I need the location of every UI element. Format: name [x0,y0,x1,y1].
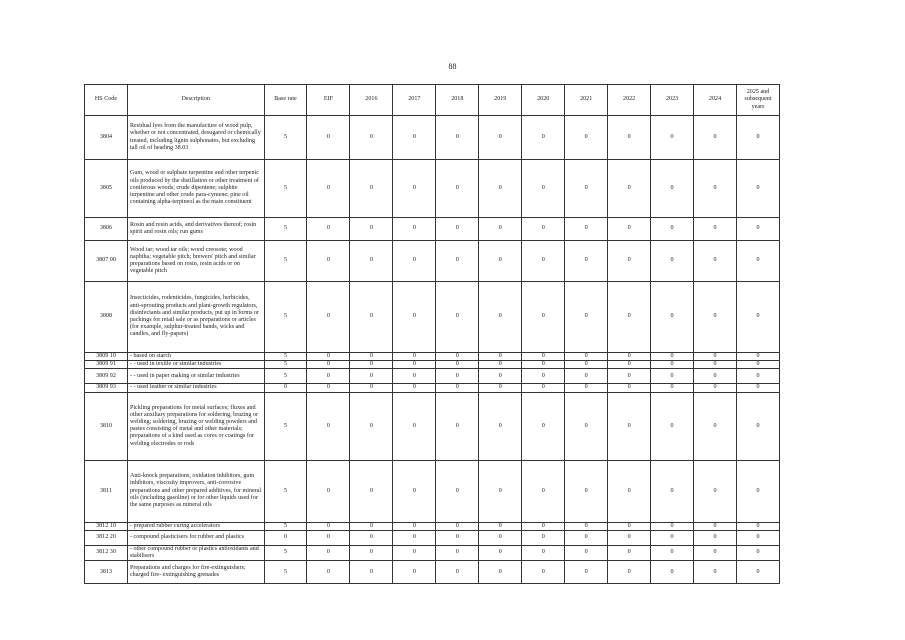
cell-hs-code: 3811 [85,460,128,522]
cell-2016: 0 [350,369,393,384]
cell-2021: 0 [565,460,608,522]
col-header-eif: EIF [307,85,350,116]
cell-2025-and-subsequent: 0 [737,522,780,530]
cell-2020: 0 [522,353,565,361]
cell-2021: 0 [565,530,608,545]
cell-eif: 0 [307,282,350,353]
cell-2023: 0 [651,561,694,584]
cell-2020: 0 [522,116,565,160]
cell-2021: 0 [565,561,608,584]
cell-2023: 0 [651,353,694,361]
cell-2022: 0 [608,392,651,460]
cell-description: Anti-knock preparations, oxidation inhibitors, gum inhibitors, viscosity improvers, anti-corrosive preparations and other prepared additives, for mineral oils (including gasoline) or for other liquids used for the same purposes as mineral oils [127,460,264,522]
cell-base-rate: 5 [264,353,307,361]
col-header-2022: 2022 [608,85,651,116]
cell-2019: 0 [479,282,522,353]
cell-2018: 0 [436,522,479,530]
col-header-description: Description [127,85,264,116]
cell-hs-code: 3812 20 [85,530,128,545]
cell-2025-and-subsequent: 0 [737,361,780,369]
cell-2025-and-subsequent: 0 [737,116,780,160]
cell-2022: 0 [608,241,651,282]
col-header-2018: 2018 [436,85,479,116]
cell-description: - - used leather or similar industries [127,384,264,392]
cell-hs-code: 3807 00 [85,241,128,282]
cell-2022: 0 [608,282,651,353]
cell-2020: 0 [522,361,565,369]
cell-2023: 0 [651,384,694,392]
table-row [85,369,780,384]
cell-2017: 0 [393,369,436,384]
cell-2025-and-subsequent: 0 [737,530,780,545]
cell-2022: 0 [608,361,651,369]
cell-2018: 0 [436,530,479,545]
cell-2018: 0 [436,361,479,369]
cell-2022: 0 [608,561,651,584]
cell-base-rate: 5 [264,116,307,160]
cell-2024: 0 [694,116,737,160]
cell-base-rate: 5 [264,460,307,522]
cell-eif: 0 [307,561,350,584]
cell-base-rate: 5 [264,241,307,282]
cell-2024: 0 [694,218,737,241]
cell-2023: 0 [651,116,694,160]
cell-2019: 0 [479,369,522,384]
cell-2018: 0 [436,392,479,460]
table-row [85,545,780,560]
cell-eif: 0 [307,353,350,361]
col-header-base-rate: Base rate [264,85,307,116]
cell-hs-code: 3804 [85,116,128,160]
cell-base-rate: 0 [264,384,307,392]
cell-2022: 0 [608,384,651,392]
cell-base-rate: 5 [264,392,307,460]
cell-2022: 0 [608,160,651,218]
cell-description: Rosin and resin acids, and derivatives thereof; rosin spirit and rosin oils; run gums [127,218,264,241]
cell-base-rate: 5 [264,282,307,353]
cell-2023: 0 [651,530,694,545]
cell-base-rate: 5 [264,160,307,218]
cell-eif: 0 [307,116,350,160]
cell-hs-code: 3810 [85,392,128,460]
col-header-2016: 2016 [350,85,393,116]
cell-2016: 0 [350,218,393,241]
cell-2019: 0 [479,545,522,560]
cell-2024: 0 [694,160,737,218]
cell-2016: 0 [350,160,393,218]
cell-2024: 0 [694,369,737,384]
cell-2023: 0 [651,218,694,241]
cell-2019: 0 [479,392,522,460]
cell-2016: 0 [350,361,393,369]
cell-2018: 0 [436,241,479,282]
cell-2023: 0 [651,545,694,560]
cell-2016: 0 [350,561,393,584]
cell-2020: 0 [522,282,565,353]
table-row [85,218,780,241]
cell-2020: 0 [522,369,565,384]
cell-2023: 0 [651,361,694,369]
table-row [85,392,780,460]
tariff-schedule-table [84,84,780,584]
col-header-2017: 2017 [393,85,436,116]
cell-2023: 0 [651,460,694,522]
cell-base-rate: 5 [264,218,307,241]
cell-2021: 0 [565,545,608,560]
table-row [85,530,780,545]
cell-2016: 0 [350,384,393,392]
cell-2020: 0 [522,460,565,522]
cell-base-rate: 5 [264,545,307,560]
table-row [85,353,780,361]
cell-2023: 0 [651,241,694,282]
cell-2020: 0 [522,218,565,241]
cell-eif: 0 [307,160,350,218]
cell-description: - prepared rubber curing accelerators [127,522,264,530]
cell-2018: 0 [436,160,479,218]
cell-2021: 0 [565,522,608,530]
cell-2019: 0 [479,241,522,282]
cell-hs-code: 3809 93 [85,384,128,392]
cell-2017: 0 [393,460,436,522]
cell-description: Wood tar; wood tar oils; wood creosote; wood naphtha; vegetable pitch; brewers' pitch and similar preparations based on rosin, resin acids or on vegetable pitch [127,241,264,282]
cell-2023: 0 [651,369,694,384]
cell-2018: 0 [436,218,479,241]
cell-2024: 0 [694,241,737,282]
cell-2021: 0 [565,384,608,392]
cell-2022: 0 [608,460,651,522]
cell-base-rate: 5 [264,522,307,530]
cell-2021: 0 [565,353,608,361]
cell-2016: 0 [350,241,393,282]
cell-2019: 0 [479,116,522,160]
cell-description: Preparations and charges for fire-extinguishers; charged fire- extinguishing grenades [127,561,264,584]
cell-2024: 0 [694,545,737,560]
col-header-2021: 2021 [565,85,608,116]
cell-2021: 0 [565,361,608,369]
cell-eif: 0 [307,392,350,460]
cell-2024: 0 [694,522,737,530]
table-row [85,282,780,353]
cell-hs-code: 3809 10 [85,353,128,361]
cell-2025-and-subsequent: 0 [737,353,780,361]
cell-2021: 0 [565,160,608,218]
cell-2020: 0 [522,561,565,584]
cell-2017: 0 [393,282,436,353]
cell-2025-and-subsequent: 0 [737,460,780,522]
cell-hs-code: 3809 92 [85,369,128,384]
cell-hs-code: 3812 30 [85,545,128,560]
table-body [85,116,780,584]
cell-2024: 0 [694,530,737,545]
col-header-2020: 2020 [522,85,565,116]
cell-2019: 0 [479,160,522,218]
table-row [85,384,780,392]
cell-2017: 0 [393,522,436,530]
cell-2025-and-subsequent: 0 [737,160,780,218]
cell-description: - based on starch [127,353,264,361]
cell-2017: 0 [393,384,436,392]
cell-2019: 0 [479,561,522,584]
cell-2018: 0 [436,545,479,560]
cell-2022: 0 [608,530,651,545]
table-row [85,241,780,282]
cell-2019: 0 [479,353,522,361]
cell-hs-code: 3808 [85,282,128,353]
cell-2016: 0 [350,530,393,545]
cell-2016: 0 [350,392,393,460]
table-row [85,460,780,522]
cell-description: Residual lyes from the manufacture of wood pulp, whether or not concentrated, desugared or chemically treated, including lignin sulphonates, but excluding tall oil of heading 38.03 [127,116,264,160]
cell-2016: 0 [350,116,393,160]
col-header-2024: 2024 [694,85,737,116]
cell-2019: 0 [479,361,522,369]
cell-2018: 0 [436,116,479,160]
cell-description: Pickling preparations for metal surfaces; fluxes and other auxiliary preparations for soldering, brazing or welding; soldering, brazing or welding powders and pastes consisting of metal and other materials; preparations of a kind used as cores or coatings for welding electrodes or rods [127,392,264,460]
cell-eif: 0 [307,530,350,545]
cell-2017: 0 [393,530,436,545]
cell-2025-and-subsequent: 0 [737,218,780,241]
cell-2019: 0 [479,218,522,241]
cell-2020: 0 [522,241,565,282]
cell-2016: 0 [350,460,393,522]
cell-eif: 0 [307,241,350,282]
cell-eif: 0 [307,384,350,392]
table-row [85,116,780,160]
cell-2016: 0 [350,522,393,530]
cell-2018: 0 [436,353,479,361]
cell-2025-and-subsequent: 0 [737,369,780,384]
cell-base-rate: 0 [264,530,307,545]
cell-description: Gum, wood or sulphate turpentine and other terpenic oils produced by the distillation or other treatment of coniferous woods; crude dipentene; sulphite turpentine and other crude para-cymene; pine oil containing alpha-terpineol as the main constituent [127,160,264,218]
cell-2017: 0 [393,545,436,560]
header-row [85,85,780,116]
cell-2017: 0 [393,561,436,584]
cell-hs-code: 3812 10 [85,522,128,530]
cell-2021: 0 [565,392,608,460]
cell-2022: 0 [608,369,651,384]
cell-2023: 0 [651,160,694,218]
cell-2025-and-subsequent: 0 [737,241,780,282]
cell-2020: 0 [522,392,565,460]
cell-2022: 0 [608,545,651,560]
cell-2017: 0 [393,361,436,369]
col-header-2025-and-subsequent: 2025 and subsequent years [737,85,780,116]
cell-2024: 0 [694,561,737,584]
cell-2025-and-subsequent: 0 [737,384,780,392]
cell-2025-and-subsequent: 0 [737,545,780,560]
cell-base-rate: 5 [264,369,307,384]
cell-description: Insecticides, rodenticides, fungicides, herbicides, anti-sprouting products and plant-growth regulators, disinfectants and similar products, put up in forms or packings for retail sale or as preparations or articles (for example, sulphur-treated bands, wicks and candles, and fly-papers) [127,282,264,353]
cell-2023: 0 [651,282,694,353]
col-header-2023: 2023 [651,85,694,116]
cell-eif: 0 [307,522,350,530]
cell-2019: 0 [479,460,522,522]
cell-eif: 0 [307,369,350,384]
cell-eif: 0 [307,460,350,522]
cell-2017: 0 [393,218,436,241]
cell-2019: 0 [479,522,522,530]
cell-2017: 0 [393,392,436,460]
cell-2020: 0 [522,384,565,392]
cell-2021: 0 [565,116,608,160]
cell-2022: 0 [608,353,651,361]
cell-description: - - used in textile or similar industries [127,361,264,369]
cell-2020: 0 [522,530,565,545]
cell-2021: 0 [565,282,608,353]
cell-hs-code: 3813 [85,561,128,584]
cell-2020: 0 [522,522,565,530]
col-header-hs-code: HS Code [85,85,128,116]
cell-description: - compound plasticisers for rubber and plastics [127,530,264,545]
page-number: 88 [448,62,457,71]
table-row [85,561,780,584]
cell-2021: 0 [565,241,608,282]
cell-2016: 0 [350,353,393,361]
cell-2024: 0 [694,392,737,460]
cell-description: - other compound rubber or plastics antioxidants and stabilisers [127,545,264,560]
cell-2019: 0 [479,384,522,392]
cell-2024: 0 [694,353,737,361]
cell-hs-code: 3805 [85,160,128,218]
cell-hs-code: 3806 [85,218,128,241]
cell-2021: 0 [565,218,608,241]
cell-2019: 0 [479,530,522,545]
table-row [85,522,780,530]
cell-2017: 0 [393,353,436,361]
cell-2017: 0 [393,241,436,282]
cell-2023: 0 [651,392,694,460]
cell-2020: 0 [522,545,565,560]
cell-2018: 0 [436,282,479,353]
cell-2018: 0 [436,369,479,384]
cell-2025-and-subsequent: 0 [737,282,780,353]
cell-hs-code: 3809 91 [85,361,128,369]
cell-2020: 0 [522,160,565,218]
cell-2023: 0 [651,522,694,530]
cell-base-rate: 5 [264,561,307,584]
cell-eif: 0 [307,218,350,241]
cell-2024: 0 [694,460,737,522]
cell-base-rate: 5 [264,361,307,369]
cell-2024: 0 [694,282,737,353]
cell-2018: 0 [436,460,479,522]
col-header-2019: 2019 [479,85,522,116]
cell-2021: 0 [565,369,608,384]
cell-2016: 0 [350,545,393,560]
cell-2022: 0 [608,522,651,530]
table-row [85,361,780,369]
cell-2016: 0 [350,282,393,353]
cell-2025-and-subsequent: 0 [737,392,780,460]
cell-2017: 0 [393,160,436,218]
table-row [85,160,780,218]
cell-2025-and-subsequent: 0 [737,561,780,584]
cell-2018: 0 [436,561,479,584]
cell-eif: 0 [307,545,350,560]
cell-2017: 0 [393,116,436,160]
cell-2022: 0 [608,218,651,241]
cell-2024: 0 [694,384,737,392]
cell-2024: 0 [694,361,737,369]
cell-2022: 0 [608,116,651,160]
cell-eif: 0 [307,361,350,369]
cell-2018: 0 [436,384,479,392]
cell-description: - - used in paper making or similar industries [127,369,264,384]
